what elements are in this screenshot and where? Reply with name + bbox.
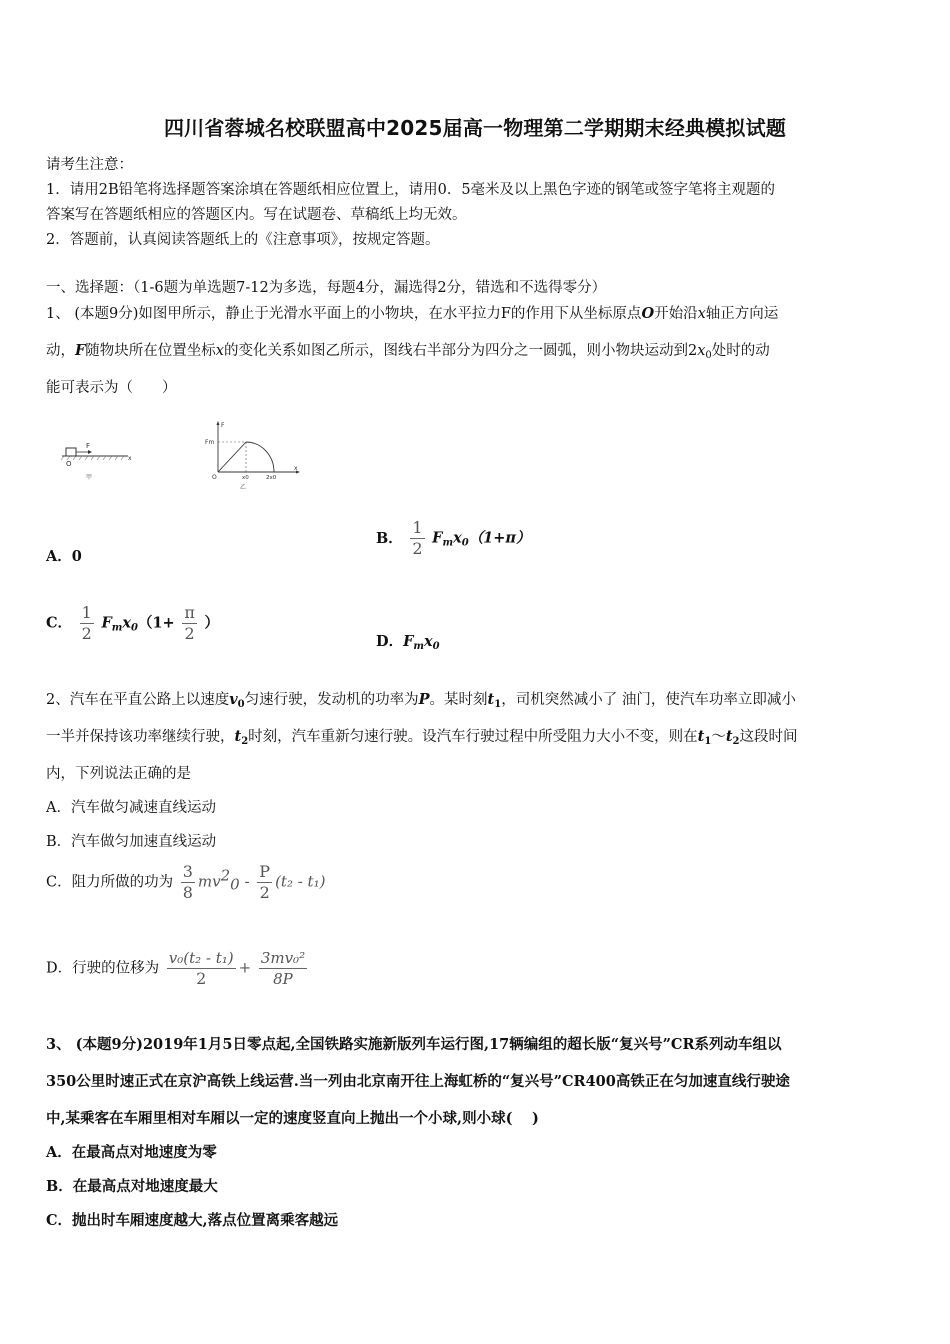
linear-segment: [218, 442, 246, 472]
figure-yi: [200, 418, 302, 496]
q2-line-3: 内，下列说法正确的是: [46, 766, 191, 782]
x0-label: x0: [242, 475, 249, 481]
quarter-arc: [246, 442, 274, 472]
force-label: F: [86, 442, 91, 450]
force-arrowhead: [88, 450, 92, 454]
q2-option-d[interactable]: D．行驶的位移为 $\frac{\text{v₀(t₂ - t₁)}}{2}$ + $\frac{\text{3mv₀²}}{8P}$: [46, 949, 306, 988]
q1-line-3: 能可表示为（ ）: [46, 380, 177, 396]
q2-option-c[interactable]: C．阻力所做的功为 $\frac{3}{8}$ $mv^2_0$ - $\frac{P}{2}$ (t₂ - t₁): [46, 862, 326, 902]
q3-line-2: 350公里时速正式在京沪高铁上线运营.当一列由北京南开往上海虹桥的“复兴号”CR400高铁正在匀加速直线行驶途: [46, 1073, 790, 1090]
q1-option-b[interactable]: B． $\frac{1}{2}$ $F_mx_0(1+\pi)$: [376, 518, 531, 558]
fraction-pi-half: $\frac{\pi}{2}$: [184, 603, 195, 643]
axis-x-label: x: [128, 455, 132, 462]
y-axis-label: F: [221, 422, 225, 429]
origin-label: O: [212, 474, 217, 481]
q3-line-1: 3、 (本题9分)2019年1月5日零点起,全国铁路实施新版列车运行图,17辆编组的超长版“复兴号”CR系列动车组以: [46, 1036, 782, 1053]
figure-jia: [58, 436, 140, 484]
q3-line-3: 中,某乘客在车厢里相对车厢以一定的速度竖直向上抛出一个小球,则小球( ): [46, 1110, 539, 1127]
q2-line-1: 2、汽车在平直公路上以速度$v_0$匀速行驶，发动机的功率为P。某时刻$t_1$，司机突然减小了 油门，使汽车功率立即减小: [46, 691, 796, 710]
q1-line-1: 1、 (本题9分)如图甲所示，静止于光滑水平面上的小物块，在水平拉力F的作用下从坐标原点O开始沿x轴正方向运: [46, 305, 779, 322]
fraction-half: $\frac{1}{2}$: [81, 603, 92, 643]
block: [66, 448, 76, 456]
notice-item-1b: 答案写在答题纸相应的答题区内。写在试题卷、草稿纸上均无效。: [46, 207, 467, 223]
q1-line-2: 动，F随物块所在位置坐标x的变化关系如图乙所示，图线右半部分为四分之一圆弧，则小物块运动到$2x_0$处时的动: [46, 342, 770, 361]
caption-jia: 甲: [86, 474, 93, 481]
fm-label: Fm: [205, 439, 215, 446]
q3-option-c[interactable]: C．抛出时车厢速度越大,落点位置离乘客越远: [46, 1212, 339, 1229]
page-title: 四川省蓉城名校联盟高中2025届高一物理第二学期期末经典模拟试题: [163, 116, 787, 140]
q1-option-a[interactable]: A．0: [46, 548, 82, 565]
2x0-label: 2x0: [266, 475, 277, 481]
notice-item-1a: 1．请用2B铅笔将选择题答案涂填在答题纸相应位置上，请用0．5毫米及以上黑色字迹的钢笔或签字笔将主观题的: [46, 182, 776, 198]
q2-option-b[interactable]: B．汽车做匀加速直线运动: [46, 834, 217, 850]
caption-yi: 乙: [240, 484, 247, 491]
x-axis-label: x: [294, 465, 298, 472]
q3-option-a[interactable]: A．在最高点对地速度为零: [46, 1144, 217, 1161]
section-heading: 一、选择题：（1-6题为单选题7-12为多选，每题4分，漏选得2分，错选和不选得零分）: [46, 280, 607, 296]
fraction-half: $\frac{1}{2}$: [412, 518, 423, 558]
notice-heading: 请考生注意：: [46, 157, 133, 173]
q1-option-c[interactable]: C． $\frac{1}{2}$ $F_mx_0(1+$ $\frac{\pi}{2}$ ）: [46, 603, 219, 643]
q1-option-d[interactable]: D．$F_mx_0$: [376, 633, 440, 652]
origin-label: O: [66, 460, 72, 468]
q3-option-b[interactable]: B．在最高点对地速度最大: [46, 1178, 218, 1195]
q2-option-a[interactable]: A．汽车做匀减速直线运动: [46, 800, 216, 816]
notice-item-2: 2．答题前，认真阅读答题纸上的《注意事项》，按规定答题。: [46, 232, 440, 248]
q2-line-2: 一半并保持该功率继续行驶，$t_2$时刻，汽车重新匀速行驶。设汽车行驶过程中所受阻力大小不变，则在$t_1\sim t_2$这段时间: [46, 728, 798, 747]
